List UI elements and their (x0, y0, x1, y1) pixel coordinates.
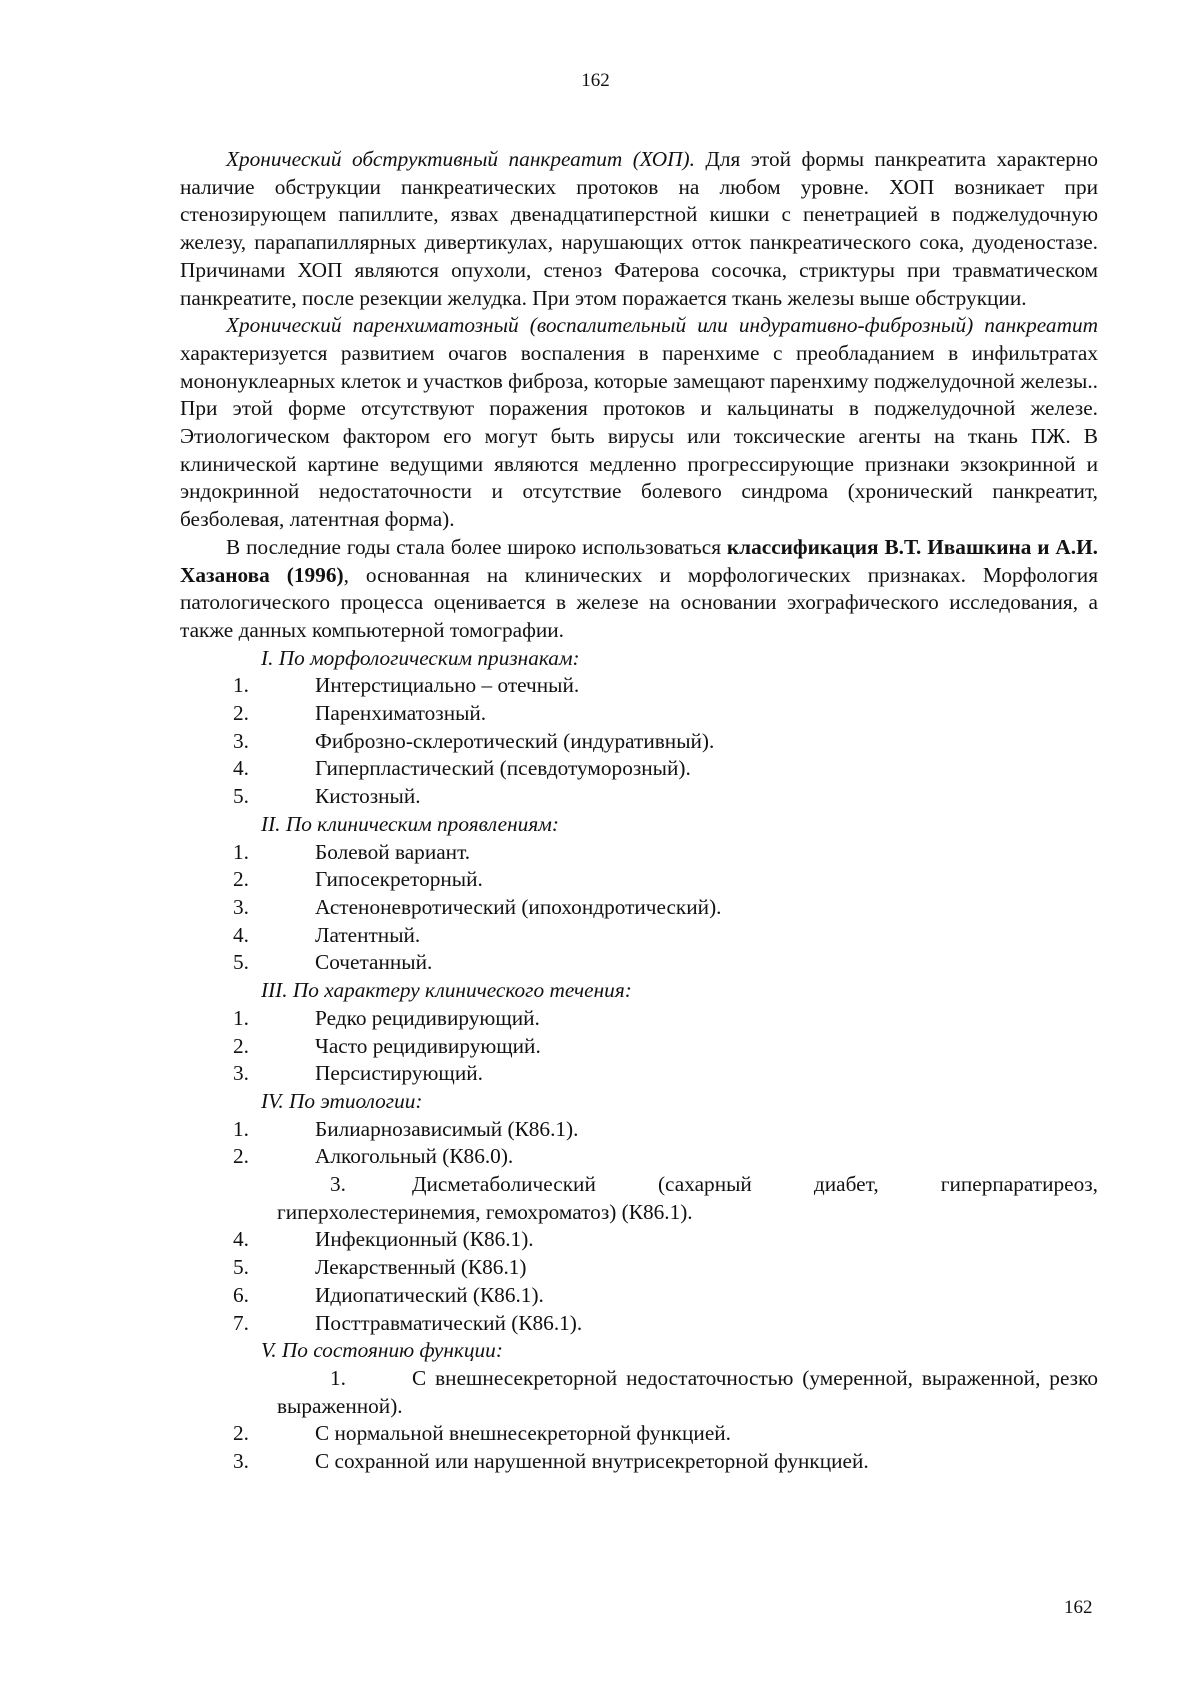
paragraph-classification (180, 534, 1098, 645)
list-item-number: 3. (233, 1061, 249, 1086)
list-item (180, 922, 1098, 950)
section-heading: V. По состоянию функции: (261, 1338, 503, 1363)
list-item (180, 1116, 1098, 1144)
list-item-text: Билиарнозависимый (К86.1). (315, 1116, 579, 1141)
list-item-number: 5. (233, 1255, 249, 1280)
list-item-text: Идиопатический (К86.1). (315, 1282, 544, 1307)
list-item (180, 949, 1098, 977)
document-body (180, 146, 1098, 1476)
list-item-number: 4. (233, 756, 249, 781)
list-item (180, 1420, 1098, 1448)
classification-list (180, 645, 1098, 1476)
list-item-number: 1. (233, 1005, 249, 1030)
list-item-text: Фиброзно-склеротический (индуративный). (315, 728, 715, 753)
list-item-number: 6. (233, 1282, 249, 1307)
list-item-number: 7. (233, 1310, 249, 1335)
list-item-text: С нормальной внешнесекреторной функцией. (315, 1421, 731, 1446)
list-item (180, 783, 1098, 811)
list-item-number: 3. (330, 1172, 346, 1197)
list-item-text: Гипосекреторный. (315, 867, 483, 892)
list-item-number: 5. (233, 784, 249, 809)
list-item-text: Латентный. (315, 922, 421, 947)
list-item (180, 1226, 1098, 1254)
list-item-text: Кистозный. (315, 784, 421, 809)
list-item (180, 700, 1098, 728)
list-item-text: Астеноневротический (ипохондротический). (315, 894, 722, 919)
page-number-bottom: 162 (1064, 1597, 1093, 1618)
list-item (180, 1060, 1098, 1088)
page-number-top: 162 (581, 70, 610, 91)
list-item (180, 1005, 1098, 1033)
list-item (180, 1365, 1098, 1420)
term-chronic-parenchymal: Хронический паренхиматозный (воспалительный или индуративно-фиброзный) панкреатит (226, 313, 1098, 338)
list-item-number: 3. (233, 728, 249, 753)
section-heading: I. По морфологическим признакам: (261, 645, 580, 670)
list-item-text: С сохранной или нарушенной внутрисекреторной функцией. (315, 1449, 869, 1474)
paragraph-text: характеризуется развитием очагов воспаления в паренхиме с преобладанием в инфильтратах мононуклеарных клеток и участков фиброза, которые замещают паренхиму поджелудочной железы.. При этой форме отсутствуют поражения протоков и кальцинаты в поджелудочной железе. Этиологическом фактором его могут быть вирусы или токсические агенты на ткань ПЖ. В клинической картине ведущими являются медленно прогрессирующие признаки экзокринной и эндокринной недостаточности и отсутствие болевого синдрома (хронический панкреатит, безболевая, латентная форма). (180, 340, 1098, 532)
list-item-number: 1. (330, 1365, 346, 1390)
list-item-number: 5. (233, 950, 249, 975)
list-item-number: 1. (233, 839, 249, 864)
list-item-text: Часто рецидивирующий. (315, 1033, 541, 1058)
list-item-text: Редко рецидивирующий. (315, 1005, 540, 1030)
list-item-text: Дисметаболический (сахарный диабет, гиперпаратиреоз, гиперхолестеринемия, гемохроматоз) (К86.1). (277, 1172, 1098, 1224)
paragraph-text: В последние годы стала более широко использоваться (226, 534, 727, 559)
list-item-number: 2. (233, 701, 249, 726)
list-item-number: 2. (233, 1144, 249, 1169)
list-item-number: 3. (233, 1449, 249, 1474)
list-item (180, 672, 1098, 700)
list-item-number: 1. (233, 1116, 249, 1141)
list-item-number: 1. (233, 673, 249, 698)
list-item-text: Посттравматический (К86.1). (315, 1310, 583, 1335)
section-heading: III. По характеру клинического течения: (261, 978, 632, 1003)
paragraph-text: , основанная на клинических и морфологических признаках. Морфология патологического процесса оценивается в железе на основании эхографического исследования, а также данных компьютерной томографии. (180, 562, 1098, 642)
list-item (180, 1143, 1098, 1171)
list-item-text: Гиперпластический (псевдотуморозный). (315, 756, 691, 781)
list-item-number: 4. (233, 1227, 249, 1252)
list-item-number: 4. (233, 922, 249, 947)
list-item (180, 1310, 1098, 1338)
list-item (180, 728, 1098, 756)
list-item (180, 1033, 1098, 1061)
list-item (180, 866, 1098, 894)
paragraph-chronic-obstructive (180, 146, 1098, 312)
paragraph-chronic-parenchymal (180, 312, 1098, 534)
list-item-text: Алкогольный (К86.0). (315, 1144, 514, 1169)
list-item-number: 3. (233, 894, 249, 919)
list-item-text: Паренхиматозный. (315, 701, 487, 726)
list-item (180, 1448, 1098, 1476)
list-item (180, 1254, 1098, 1282)
list-item-text: Интерстициально – отечный. (315, 673, 580, 698)
list-item-text: С внешнесекреторной недостаточностью (умеренной, выраженной, резко выраженной). (277, 1365, 1098, 1418)
list-item-text: Персистирующий. (315, 1061, 483, 1086)
section-heading: II. По клиническим проявлениям: (261, 811, 559, 836)
list-item-text: Инфекционный (К86.1). (315, 1227, 534, 1252)
list-item (180, 1171, 1098, 1226)
list-item (180, 839, 1098, 867)
list-item (180, 1282, 1098, 1310)
list-item-number: 2. (233, 1033, 249, 1058)
list-item-number: 2. (233, 1421, 249, 1446)
list-item-text: Сочетанный. (315, 950, 433, 975)
section-heading: IV. По этиологии: (261, 1088, 423, 1113)
classification-title: классификация В.Т. Ивашкина и А.И. Хазанова (1996) (180, 534, 1098, 587)
list-item (180, 755, 1098, 783)
list-item (180, 894, 1098, 922)
term-chronic-obstructive: Хронический обструктивный панкреатит (ХОП). (226, 147, 695, 171)
list-item-text: Болевой вариант. (315, 839, 471, 864)
list-item-text: Лекарственный (К86.1) (315, 1255, 527, 1280)
list-item-number: 2. (233, 867, 249, 892)
paragraph-text: Для этой формы панкреатита характерно наличие обструкции панкреатических протоков на любом уровне. ХОП возникает при стенозирующем папиллите, язвах двенадцатиперстной кишки с пенетрацией в поджелудочную железу, парапапиллярных дивертикулах, нарушающих отток панкреатического сока, дуоденостазе. Причинами ХОП являются опухоли, стеноз Фатерова сосочка, стриктуры при травматическом панкреатите, после резекции желудка. При этом поражается ткань железы выше обструкции. (180, 147, 1098, 310)
